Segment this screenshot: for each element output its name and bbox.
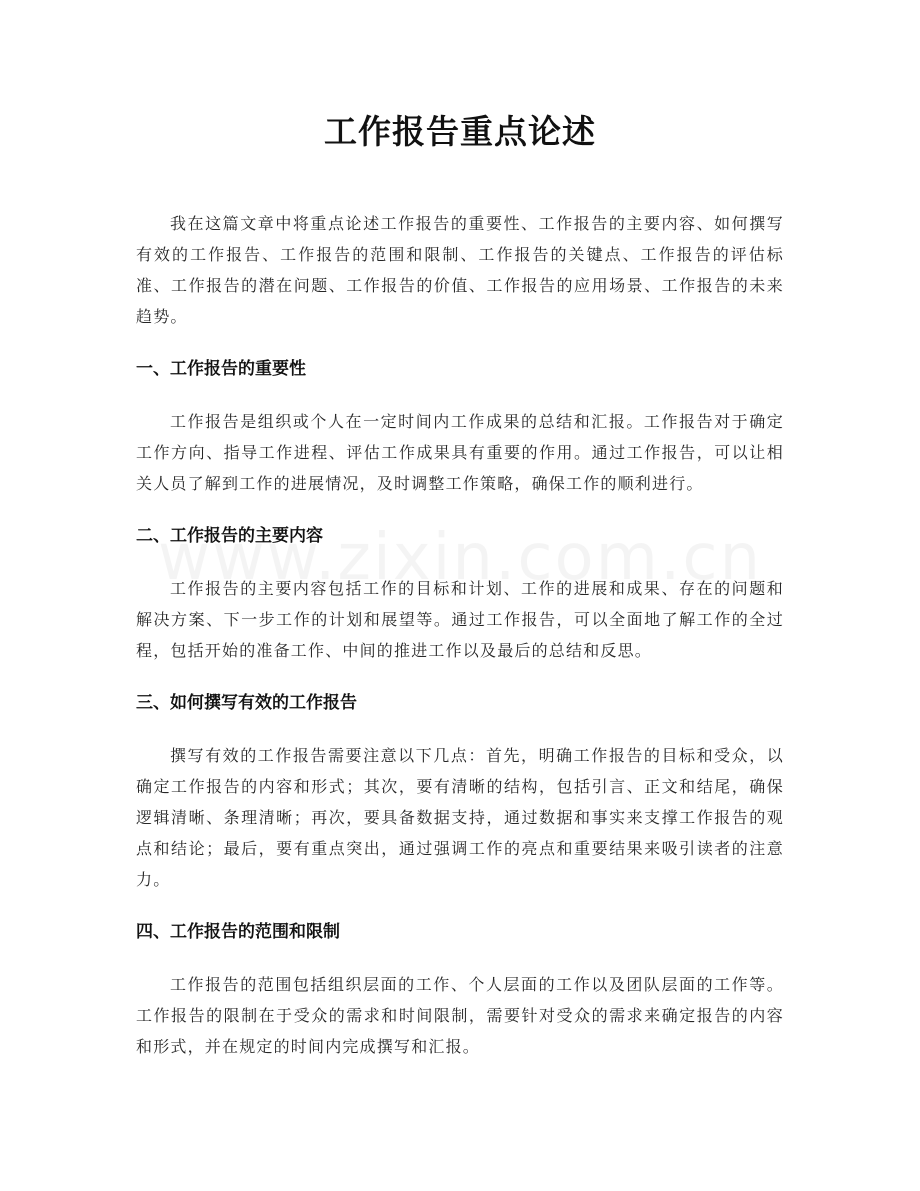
section-heading: 三、如何撰写有效的工作报告 <box>136 693 357 713</box>
document-title: 工作报告重点论述 <box>324 112 596 151</box>
section-paragraph: 工作报告的范围包括组织层面的工作、个人层面的工作以及团队层面的工作等。工作报告的限制在于受众的需求和时间限制，需要针对受众的需求来确定报告的内容和形式，并在规定的时间内完成撰写和汇报。 <box>136 975 784 1056</box>
section-paragraph: 工作报告的主要内容包括工作的目标和计划、工作的进展和成果、存在的问题和解决方案、下一步工作的计划和展望等。通过工作报告，可以全面地了解工作的全过程，包括开始的准备工作、中间的推进工作以及最后的总结和反思。 <box>136 579 784 660</box>
section-importance <box>136 354 784 499</box>
section-scope-and-limits <box>136 917 784 1062</box>
section-main-content <box>136 521 784 666</box>
section-paragraph: 撰写有效的工作报告需要注意以下几点：首先，明确工作报告的目标和受众，以确定工作报告的内容和形式；其次，要有清晰的结构，包括引言、正文和结尾，确保逻辑清晰、条理清晰；再次，要具备数据支持，通过数据和事实来支撑工作报告的观点和结论；最后，要有重点突出，通过强调工作的亮点和重要结果来吸引读者的注意力。 <box>136 746 784 889</box>
section-heading: 四、工作报告的范围和限制 <box>136 922 340 942</box>
intro-paragraph: 我在这篇文章中将重点论述工作报告的重要性、工作报告的主要内容、如何撰写有效的工作报告、工作报告的范围和限制、工作报告的关键点、工作报告的评估标准、工作报告的潜在问题、工作报告的价值、工作报告的应用场景、工作报告的未来趋势。 <box>136 214 784 326</box>
section-heading: 一、工作报告的重要性 <box>136 359 306 379</box>
section-heading: 二、工作报告的主要内容 <box>136 526 323 546</box>
section-paragraph: 工作报告是组织或个人在一定时间内工作成果的总结和汇报。工作报告对于确定工作方向、指导工作进程、评估工作成果具有重要的作用。通过工作报告，可以让相关人员了解到工作的进展情况，及时调整工作策略，确保工作的顺利进行。 <box>136 412 784 493</box>
section-writing-effective-report <box>136 688 784 895</box>
